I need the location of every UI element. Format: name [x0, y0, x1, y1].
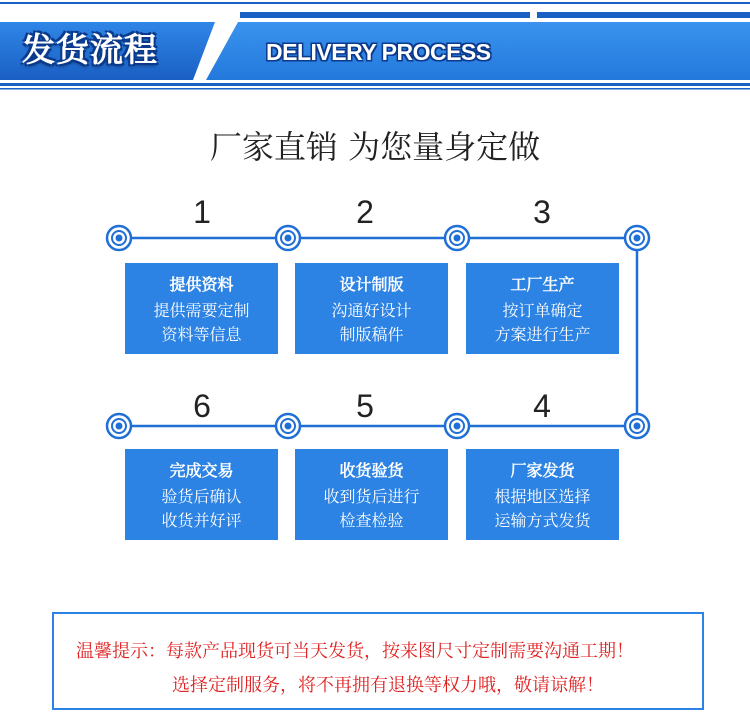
step-desc-line: 根据地区选择 [494, 487, 591, 506]
step-card-6 [125, 449, 278, 540]
section-header [0, 0, 750, 90]
step-card-4 [466, 449, 619, 540]
step-desc-line: 资料等信息 [161, 325, 242, 344]
step-desc-line: 验货后确认 [161, 487, 242, 506]
step-desc-line: 沟通好设计 [331, 301, 412, 320]
flow-node [445, 414, 469, 438]
step-title: 设计制版 [339, 275, 404, 294]
flow-node [276, 414, 300, 438]
slogan-text: 厂家直销 为您量身定做 [209, 128, 541, 166]
step-number-6: 6 [193, 388, 211, 424]
step-title: 完成交易 [169, 461, 234, 480]
flow-node [625, 226, 649, 250]
flow-node [107, 414, 131, 438]
step-number-3: 3 [533, 194, 551, 230]
flow-node [276, 226, 300, 250]
notice-line-1: 温馨提示：每款产品现货可当天发货，按来图尺寸定制需要沟通工期！ [76, 641, 634, 662]
step-desc-line: 按订单确定 [502, 301, 583, 320]
flow-node [445, 226, 469, 250]
step-desc-line: 收到货后进行 [323, 487, 420, 506]
step-number-4: 4 [533, 388, 551, 424]
step-desc-line: 方案进行生产 [494, 325, 591, 344]
step-card-5 [295, 449, 448, 540]
step-desc-line: 提供需要定制 [153, 301, 250, 320]
notice-box [52, 612, 704, 710]
step-card-2 [295, 263, 448, 354]
flow-node [625, 414, 649, 438]
step-desc-line: 收货并好评 [161, 511, 242, 530]
flow-node [107, 226, 131, 250]
step-number-5: 5 [356, 388, 374, 424]
step-number-2: 2 [356, 194, 374, 230]
step-title: 提供资料 [169, 275, 234, 294]
step-title: 收货验货 [339, 461, 404, 480]
section-title-english: DELIVERY PROCESS [266, 39, 491, 65]
slogan [0, 122, 700, 168]
step-number-1: 1 [193, 194, 211, 230]
step-card-1 [125, 263, 278, 354]
section-title: 发货流程 [22, 30, 158, 69]
step-card-3 [466, 263, 619, 354]
step-title: 厂家发货 [510, 461, 575, 480]
step-desc-line: 检查检验 [339, 511, 404, 530]
step-desc-line: 制版稿件 [339, 325, 404, 344]
notice-line-2: 选择定制服务，将不再拥有退换等权力哦，敬请谅解！ [172, 675, 604, 696]
step-title: 工厂生产 [510, 275, 575, 294]
step-desc-line: 运输方式发货 [494, 511, 591, 530]
